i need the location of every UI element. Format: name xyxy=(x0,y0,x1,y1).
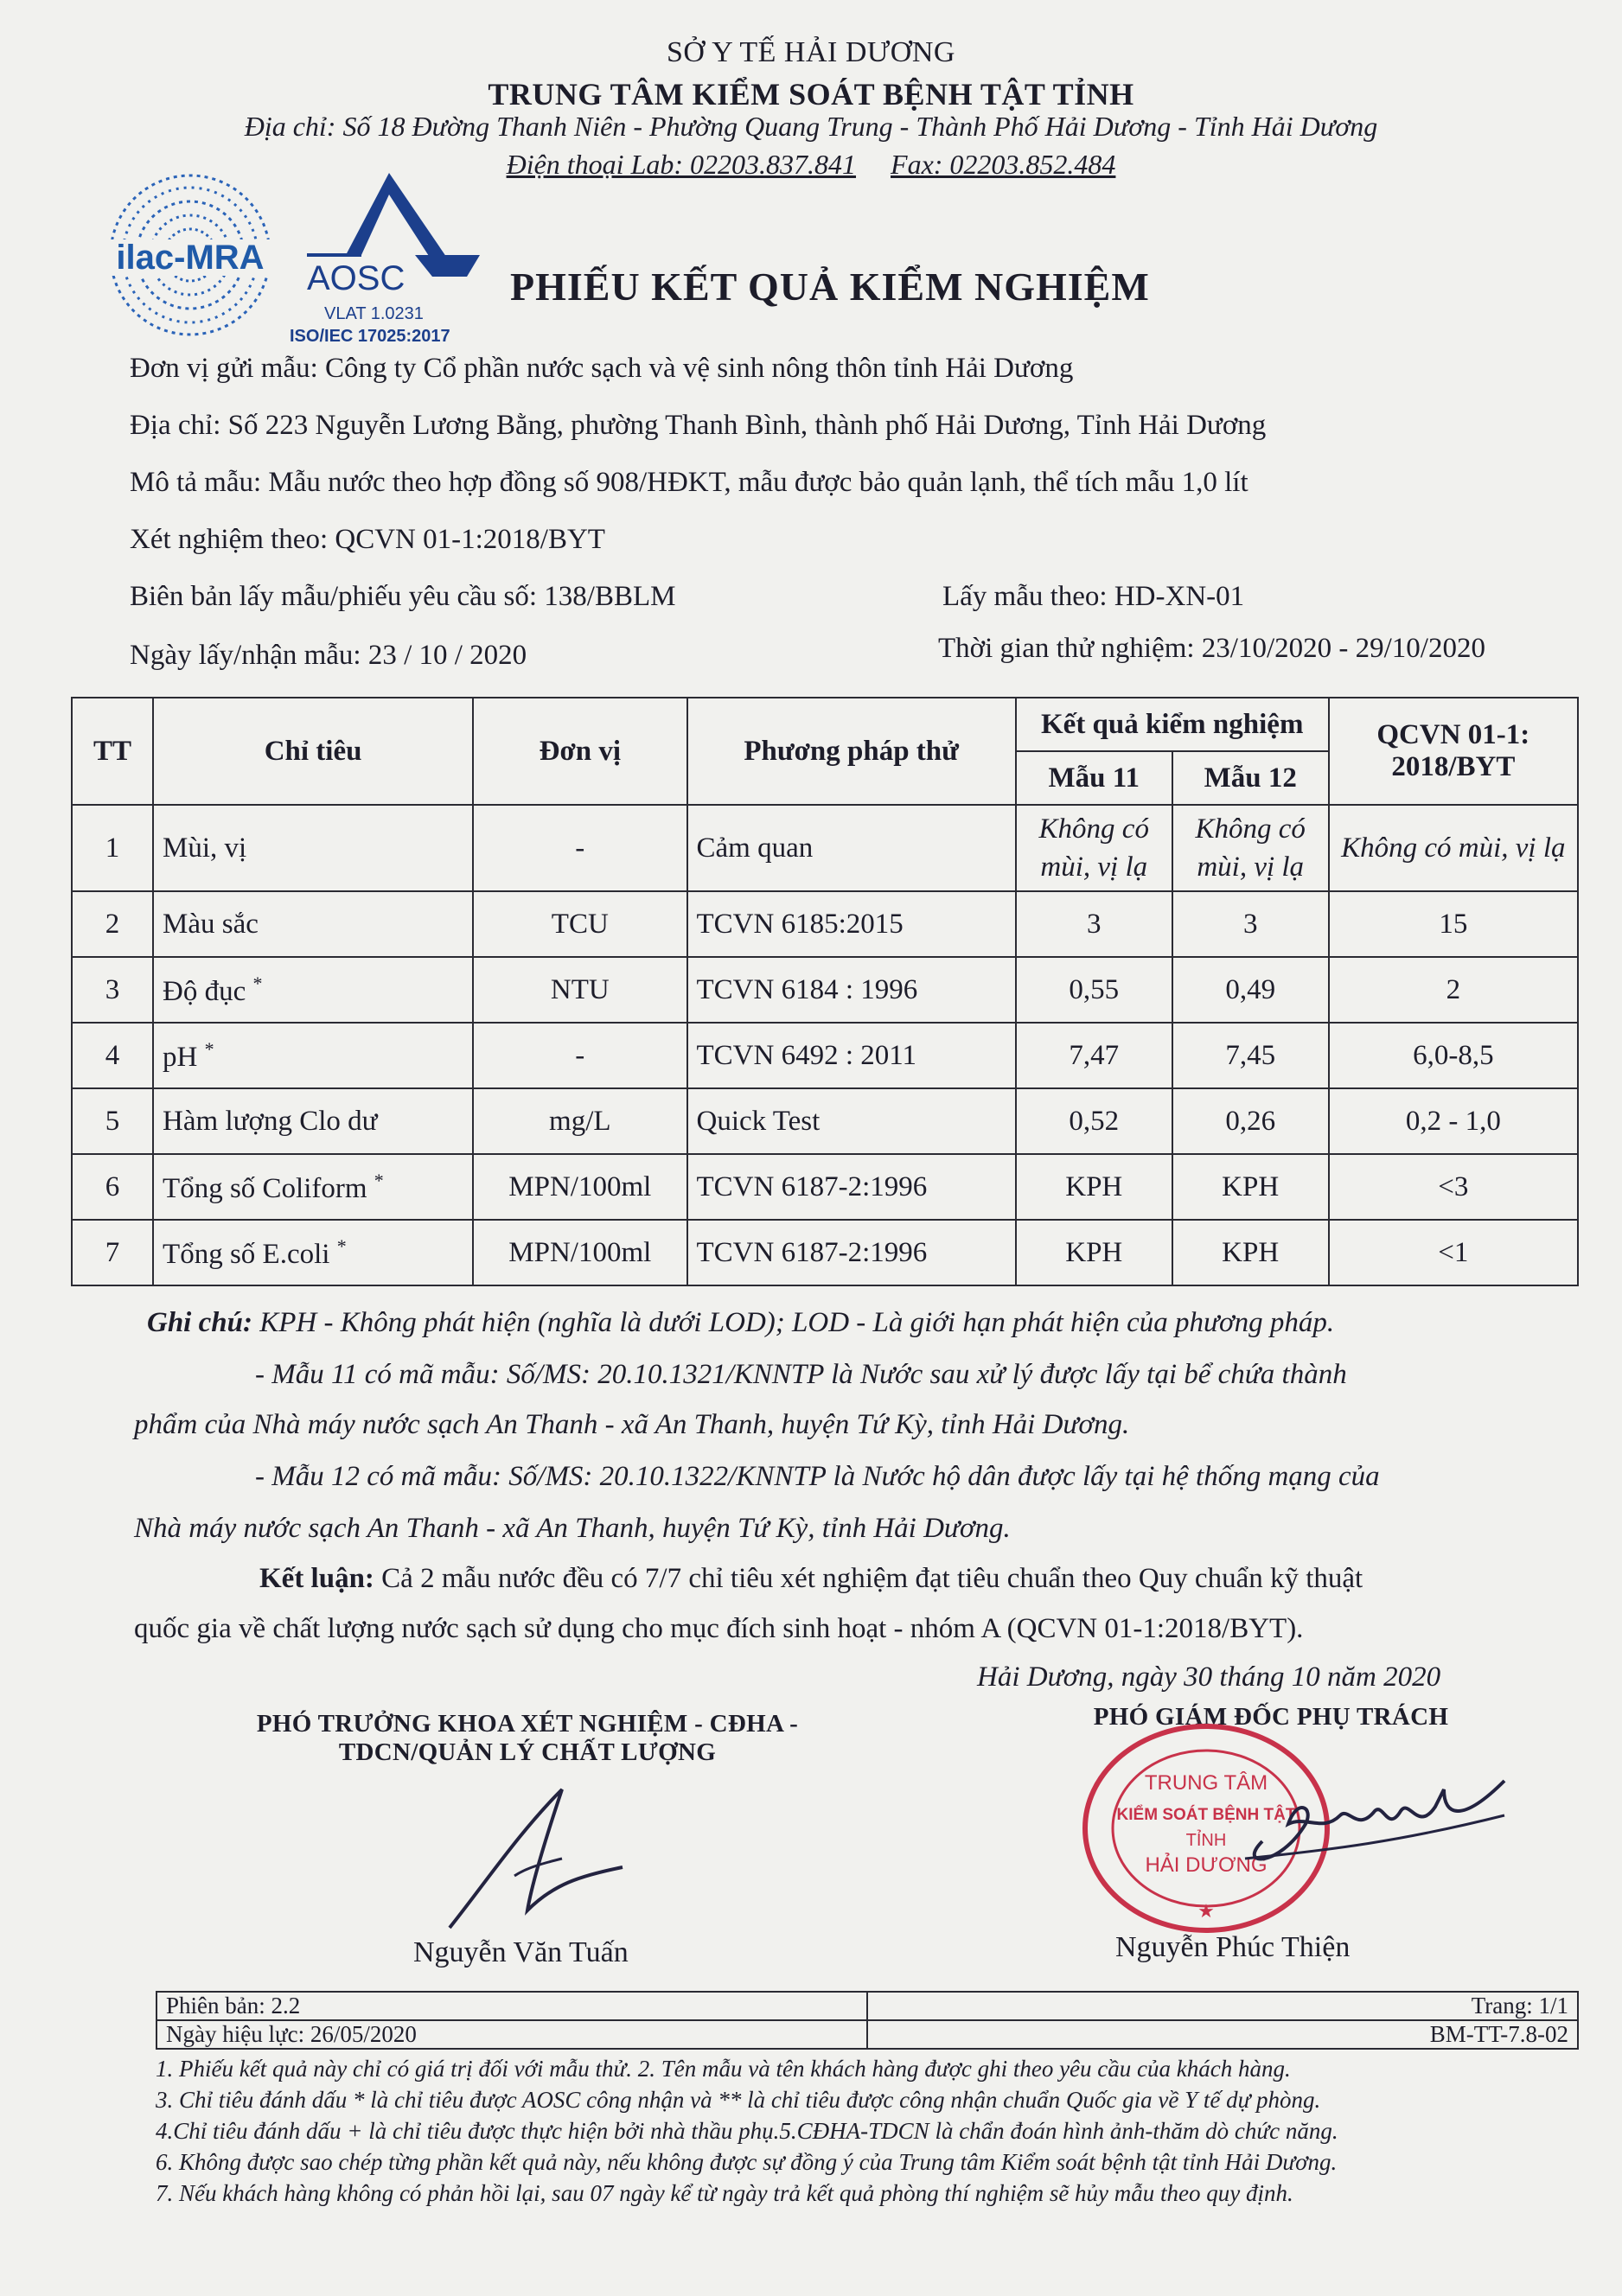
row-sample-12: 3 xyxy=(1172,891,1329,957)
row-unit: MPN/100ml xyxy=(473,1154,686,1220)
note-label: Ghi chú: xyxy=(147,1307,252,1338)
ilac-mra-logo xyxy=(104,169,277,341)
header-method: Phương pháp thử xyxy=(687,698,1016,805)
row-sample-11: KPH xyxy=(1016,1220,1172,1285)
accredited-star: * xyxy=(252,972,263,994)
header-name: Chỉ tiêu xyxy=(153,698,473,805)
left-signer-title xyxy=(225,1710,830,1767)
fax-number: Fax: 02203.852.484 xyxy=(891,149,1116,180)
row-name: pH xyxy=(163,1041,198,1073)
right-signer-name: Nguyễn Phúc Thiện xyxy=(1115,1931,1351,1963)
header-qcvn xyxy=(1329,698,1578,805)
row-name: Tổng số Coliform xyxy=(163,1172,367,1204)
org-address: Địa chỉ: Số 18 Đường Thanh Niên - Phường Quang Trung - Thành Phố Hải Dương - Tỉnh Hải Dương xyxy=(244,111,1378,142)
row-tt: 5 xyxy=(72,1088,153,1154)
row-method: TCVN 6187-2:1996 xyxy=(687,1154,1016,1220)
row-unit: mg/L xyxy=(473,1088,686,1154)
effective-date: Ngày hiệu lực: 26/05/2020 xyxy=(156,2020,867,2049)
sender-address: Địa chỉ: Số 223 Nguyễn Lương Bằng, phường Thanh Bình, thành phố Hải Dương, Tỉnh Hải Dương xyxy=(130,410,1267,441)
row-method: TCVN 6184 : 1996 xyxy=(687,957,1016,1023)
row-method: TCVN 6185:2015 xyxy=(687,891,1016,957)
row-tt: 3 xyxy=(72,957,153,1023)
table-row xyxy=(72,805,1578,891)
accredited-star: * xyxy=(374,1169,384,1191)
right-signer-title: PHÓ GIÁM ĐỐC PHỤ TRÁCH xyxy=(1093,1703,1449,1731)
date-received: Ngày lấy/nhận mẫu: 23 / 10 / 2020 xyxy=(130,640,527,671)
row-qcvn: Không có mùi, vị lạ xyxy=(1329,805,1578,891)
conclusion-line1 xyxy=(259,1563,1363,1595)
sampling-record: Biên bản lấy mẫu/phiếu yêu cầu số: 138/BBLM xyxy=(130,581,676,612)
row-sample-11: KPH xyxy=(1016,1154,1172,1220)
left-signer-title-1: PHÓ TRƯỞNG KHOA XÉT NGHIỆM - CĐHA - xyxy=(256,1710,799,1738)
table-row xyxy=(72,1088,1578,1154)
row-name: Độ đục xyxy=(163,975,246,1007)
row-qcvn: 0,2 - 1,0 xyxy=(1329,1088,1578,1154)
document-control-table xyxy=(156,1991,1579,2050)
row-qcvn: <1 xyxy=(1329,1220,1578,1285)
note-kph-text: KPH - Không phát hiện (nghĩa là dưới LOD); LOD - Là giới hạn phát hiện của phương pháp. xyxy=(259,1307,1335,1338)
ilac-logo-text: ilac-MRA xyxy=(116,239,265,277)
date-place: Hải Dương, ngày 30 tháng 10 năm 2020 xyxy=(977,1661,1441,1693)
row-name: Tổng số E.coli xyxy=(163,1238,330,1270)
row-sample-12: 7,45 xyxy=(1172,1023,1329,1088)
form-code: BM-TT-7.8-02 xyxy=(867,2020,1578,2049)
row-sample-11: 7,47 xyxy=(1016,1023,1172,1088)
header-qcvn-line2: 2018/BYT xyxy=(1391,751,1516,782)
footnote: 3. Chỉ tiêu đánh dấu * là chỉ tiêu được AOSC công nhận và ** là chỉ tiêu được công nhận chuẩn Quốc gia về Y tế dự phòng. xyxy=(156,2087,1321,2113)
aosc-logo-iso: ISO/IEC 17025:2017 xyxy=(290,327,450,346)
svg-text:★: ★ xyxy=(1197,1900,1215,1922)
note-kph xyxy=(147,1307,1334,1339)
aosc-logo-vlat: VLAT 1.0231 xyxy=(324,304,424,323)
row-sample-11: Không có mùi, vị lạ xyxy=(1016,805,1172,891)
org-parent: SỞ Y TẾ HẢI DƯƠNG xyxy=(667,36,955,68)
footnote: 4.Chỉ tiêu đánh dấu + là chỉ tiêu được thực hiện bởi nhà thầu phụ.5.CĐHA-TDCN là chẩn đoán hình ảnh-thăm dò chức năng. xyxy=(156,2118,1338,2144)
stamp-top-text: TRUNG TÂM xyxy=(1144,1771,1268,1795)
accredited-star: * xyxy=(204,1037,214,1060)
row-unit: MPN/100ml xyxy=(473,1220,686,1285)
header-sample-12: Mẫu 12 xyxy=(1172,751,1329,805)
sample-description: Mô tả mẫu: Mẫu nước theo hợp đồng số 908/HĐKT, mẫu được bảo quản lạnh, thể tích mẫu 1,0 lít xyxy=(130,467,1248,498)
header-unit: Đơn vị xyxy=(473,698,686,805)
row-method: Cảm quan xyxy=(687,805,1016,891)
left-signature xyxy=(432,1781,640,1936)
row-name-cell xyxy=(153,957,473,1023)
results-table xyxy=(71,697,1579,1286)
row-sample-12: KPH xyxy=(1172,1220,1329,1285)
stamp-bottom-text: HẢI DƯƠNG xyxy=(1145,1853,1268,1877)
page-number: Trang: 1/1 xyxy=(867,1992,1578,2020)
left-signer-title-2: TDCN/QUẢN LÝ CHẤT LƯỢNG xyxy=(338,1738,717,1766)
row-unit: TCU xyxy=(473,891,686,957)
row-sample-12: KPH xyxy=(1172,1154,1329,1220)
note-sample-12-line2: Nhà máy nước sạch An Thanh - xã An Thanh, huyện Tứ Kỳ, tỉnh Hải Dương. xyxy=(134,1513,1011,1544)
header-qcvn-line1: QCVN 01-1: xyxy=(1376,719,1530,750)
note-sample-12-line1: - Mẫu 12 có mã mẫu: Số/MS: 20.10.1322/KNNTP là Nước hộ dân được lấy tại hệ thống mạng của xyxy=(255,1461,1380,1492)
row-sample-11: 0,55 xyxy=(1016,957,1172,1023)
row-name-cell xyxy=(153,1154,473,1220)
note-sample-11-line2: phẩm của Nhà máy nước sạch An Thanh - xã An Thanh, huyện Tứ Kỳ, tỉnh Hải Dương. xyxy=(134,1409,1130,1440)
row-tt: 1 xyxy=(72,805,153,891)
stamp-middle-text: KIỂM SOÁT BỆNH TẬT xyxy=(1116,1806,1296,1824)
org-name: TRUNG TÂM KIỂM SOÁT BỆNH TẬT TỈNH xyxy=(488,77,1134,112)
header-tt: TT xyxy=(72,698,153,805)
row-name-cell xyxy=(153,1220,473,1285)
row-unit: NTU xyxy=(473,957,686,1023)
footnote: 6. Không được sao chép từng phần kết quả này, nếu không được sự đồng ý của Trung tâm Kiểm soát bệnh tật tỉnh Hải Dương. xyxy=(156,2149,1338,2175)
row-name: Hàm lượng Clo dư xyxy=(153,1088,473,1154)
row-name: Màu sắc xyxy=(153,891,473,957)
row-tt: 4 xyxy=(72,1023,153,1088)
conclusion-line2: quốc gia về chất lượng nước sạch sử dụng cho mục đích sinh hoạt - nhóm A (QCVN 01-1:2018/BYT). xyxy=(134,1613,1304,1644)
row-tt: 6 xyxy=(72,1154,153,1220)
row-qcvn: 6,0-8,5 xyxy=(1329,1023,1578,1088)
row-sample-11: 3 xyxy=(1016,891,1172,957)
conclusion-label: Kết luận: xyxy=(259,1563,374,1594)
table-row xyxy=(72,957,1578,1023)
conclusion-text-1: Cả 2 mẫu nước đều có 7/7 chỉ tiêu xét nghiệm đạt tiêu chuẩn theo Quy chuẩn kỹ thuật xyxy=(381,1563,1363,1594)
left-signer-name: Nguyễn Văn Tuấn xyxy=(413,1936,629,1968)
row-sample-12: Không có mùi, vị lạ xyxy=(1172,805,1329,891)
footnote: 7. Nếu khách hàng không có phản hồi lại, sau 07 ngày kể từ ngày trả kết quả phòng thí nghiệm sẽ hủy mẫu theo quy định. xyxy=(156,2180,1293,2206)
row-method: TCVN 6187-2:1996 xyxy=(687,1220,1016,1285)
row-qcvn: 2 xyxy=(1329,957,1578,1023)
note-sample-11-line1: - Mẫu 11 có mã mẫu: Số/MS: 20.10.1321/KNNTP là Nước sau xử lý được lấy tại bể chứa thành xyxy=(255,1359,1347,1390)
aosc-logo-name: AOSC xyxy=(307,259,406,297)
document-title: PHIẾU KẾT QUẢ KIỂM NGHIỆM xyxy=(510,265,1150,309)
right-signature xyxy=(1228,1763,1513,1876)
row-name-cell xyxy=(153,1023,473,1088)
table-row xyxy=(72,891,1578,957)
row-sample-11: 0,52 xyxy=(1016,1088,1172,1154)
table-row xyxy=(72,1220,1578,1285)
table-row xyxy=(72,1154,1578,1220)
test-standard: Xét nghiệm theo: QCVN 01-1:2018/BYT xyxy=(130,524,605,555)
row-unit: - xyxy=(473,805,686,891)
version: Phiên bản: 2.2 xyxy=(156,1992,867,2020)
header-result: Kết quả kiểm nghiệm xyxy=(1016,698,1329,751)
row-tt: 7 xyxy=(72,1220,153,1285)
row-tt: 2 xyxy=(72,891,153,957)
header-sample-11: Mẫu 11 xyxy=(1016,751,1172,805)
phone-number: Điện thoại Lab: 02203.837.841 xyxy=(506,149,857,180)
test-period: Thời gian thử nghiệm: 23/10/2020 - 29/10/2020 xyxy=(938,633,1485,664)
sampling-procedure: Lấy mẫu theo: HD-XN-01 xyxy=(942,581,1245,612)
accredited-star: * xyxy=(336,1234,347,1257)
stamp-tinh-text: TỈNH xyxy=(1185,1831,1227,1850)
row-sample-12: 0,26 xyxy=(1172,1088,1329,1154)
row-unit: - xyxy=(473,1023,686,1088)
row-qcvn: <3 xyxy=(1329,1154,1578,1220)
row-name: Mùi, vị xyxy=(153,805,473,891)
row-sample-12: 0,49 xyxy=(1172,957,1329,1023)
row-method: Quick Test xyxy=(687,1088,1016,1154)
table-row xyxy=(72,1023,1578,1088)
footnote: 1. Phiếu kết quả này chỉ có giá trị đối với mẫu thử. 2. Tên mẫu và tên khách hàng được ghi theo yêu cầu của khách hàng. xyxy=(156,2056,1291,2082)
row-method: TCVN 6492 : 2011 xyxy=(687,1023,1016,1088)
sender-unit: Đơn vị gửi mẫu: Công ty Cổ phần nước sạch và vệ sinh nông thôn tỉnh Hải Dương xyxy=(130,353,1074,384)
row-qcvn: 15 xyxy=(1329,891,1578,957)
